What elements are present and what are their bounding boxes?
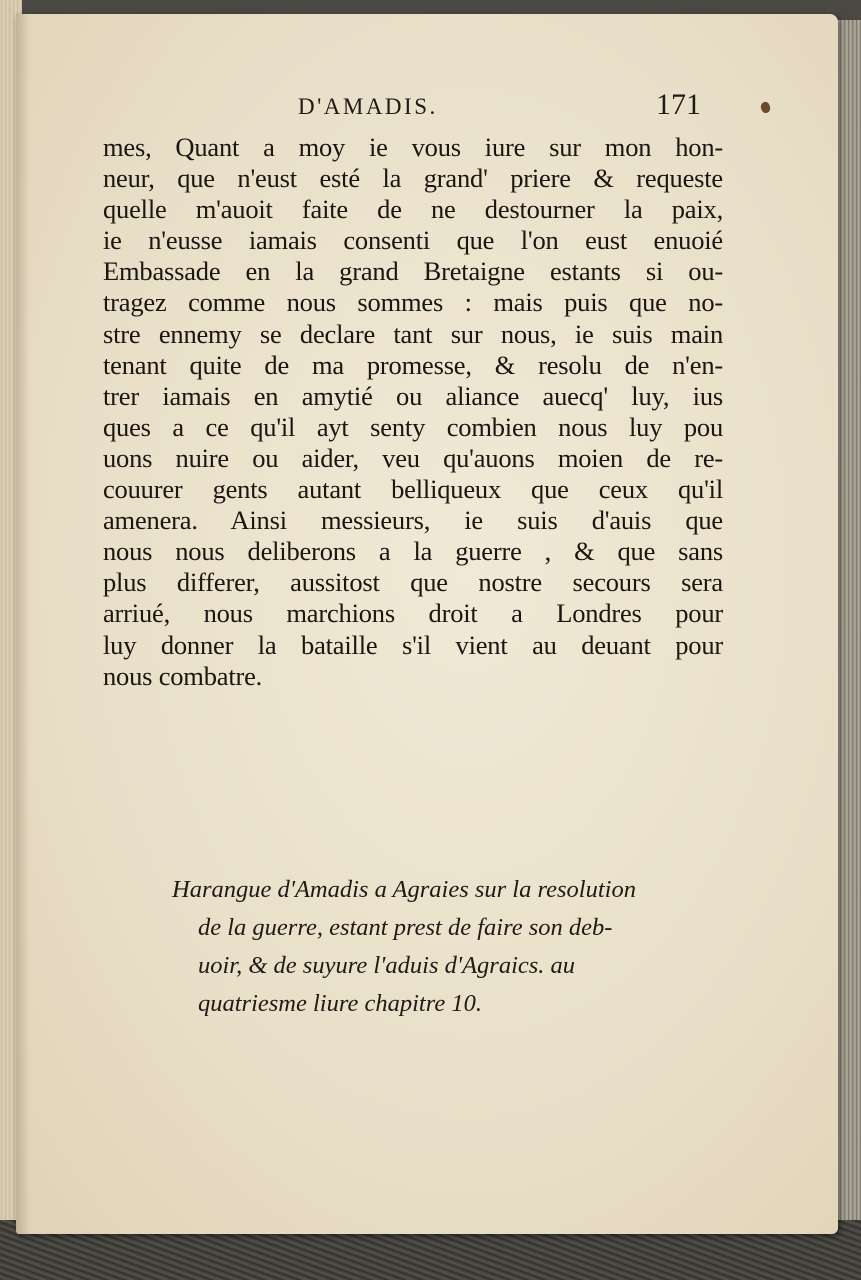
text-line: Embassade en la grand Bretaigne estants si ou- (103, 256, 723, 287)
text-line: tragez comme nous sommes : mais puis que no- (103, 287, 723, 318)
text-line: stre ennemy se declare tant sur nous, ie suis main (103, 318, 723, 349)
text-line: tenant quite de ma promesse, & resolu de n'en- (103, 349, 723, 380)
text-line: luy donner la bataille s'il vient au deuant pour (103, 629, 723, 660)
heading-line: uoir, & de suyure l'aduis d'Agraics. au (198, 952, 576, 979)
text-line: nous combatre. (103, 660, 263, 691)
heading-line: de la guerre, estant prest de faire son deb- (198, 914, 613, 941)
text-line: quelle m'auoit faite de ne destourner la paix, (103, 194, 723, 225)
page-gutter-shadow (16, 14, 30, 1234)
book-page (16, 14, 838, 1234)
text-line: nous nous deliberons a la guerre , & que sans (103, 536, 723, 567)
text-line: plus differer, aussitost que nostre secours sera (103, 567, 723, 598)
text-line: neur, que n'eust esté la grand' priere & requeste (103, 163, 723, 194)
body-paragraph (103, 132, 723, 692)
text-line: mes, Quant a moy ie vous iure sur mon hon- (103, 132, 723, 162)
text-line: amenera. Ainsi messieurs, ie suis d'auis que (103, 505, 723, 536)
text-line: ques a ce qu'il ayt senty combien nous luy pou (103, 411, 723, 442)
text-line: couurer gents autant belliqueux que ceux qu'il (103, 474, 723, 505)
heading-line: quatriesme liure chapitre 10. (198, 990, 482, 1017)
page-header (16, 88, 838, 134)
text-line: trer iamais en amytié ou aliance auecq' luy, ius (103, 380, 723, 411)
heading-line: Harangue d'Amadis a Agraies sur la resolution (172, 876, 636, 903)
text-line: arriué, nous marchions droit a Londres pour (103, 598, 723, 629)
running-head: D'AMADIS. (298, 94, 438, 119)
chapter-heading (172, 871, 724, 1023)
text-line: uons nuire ou aider, veu qu'auons moien de re- (103, 442, 723, 473)
page-number: 171 (656, 88, 701, 121)
text-line: ie n'eusse iamais consenti que l'on eust enuoié (103, 225, 723, 256)
